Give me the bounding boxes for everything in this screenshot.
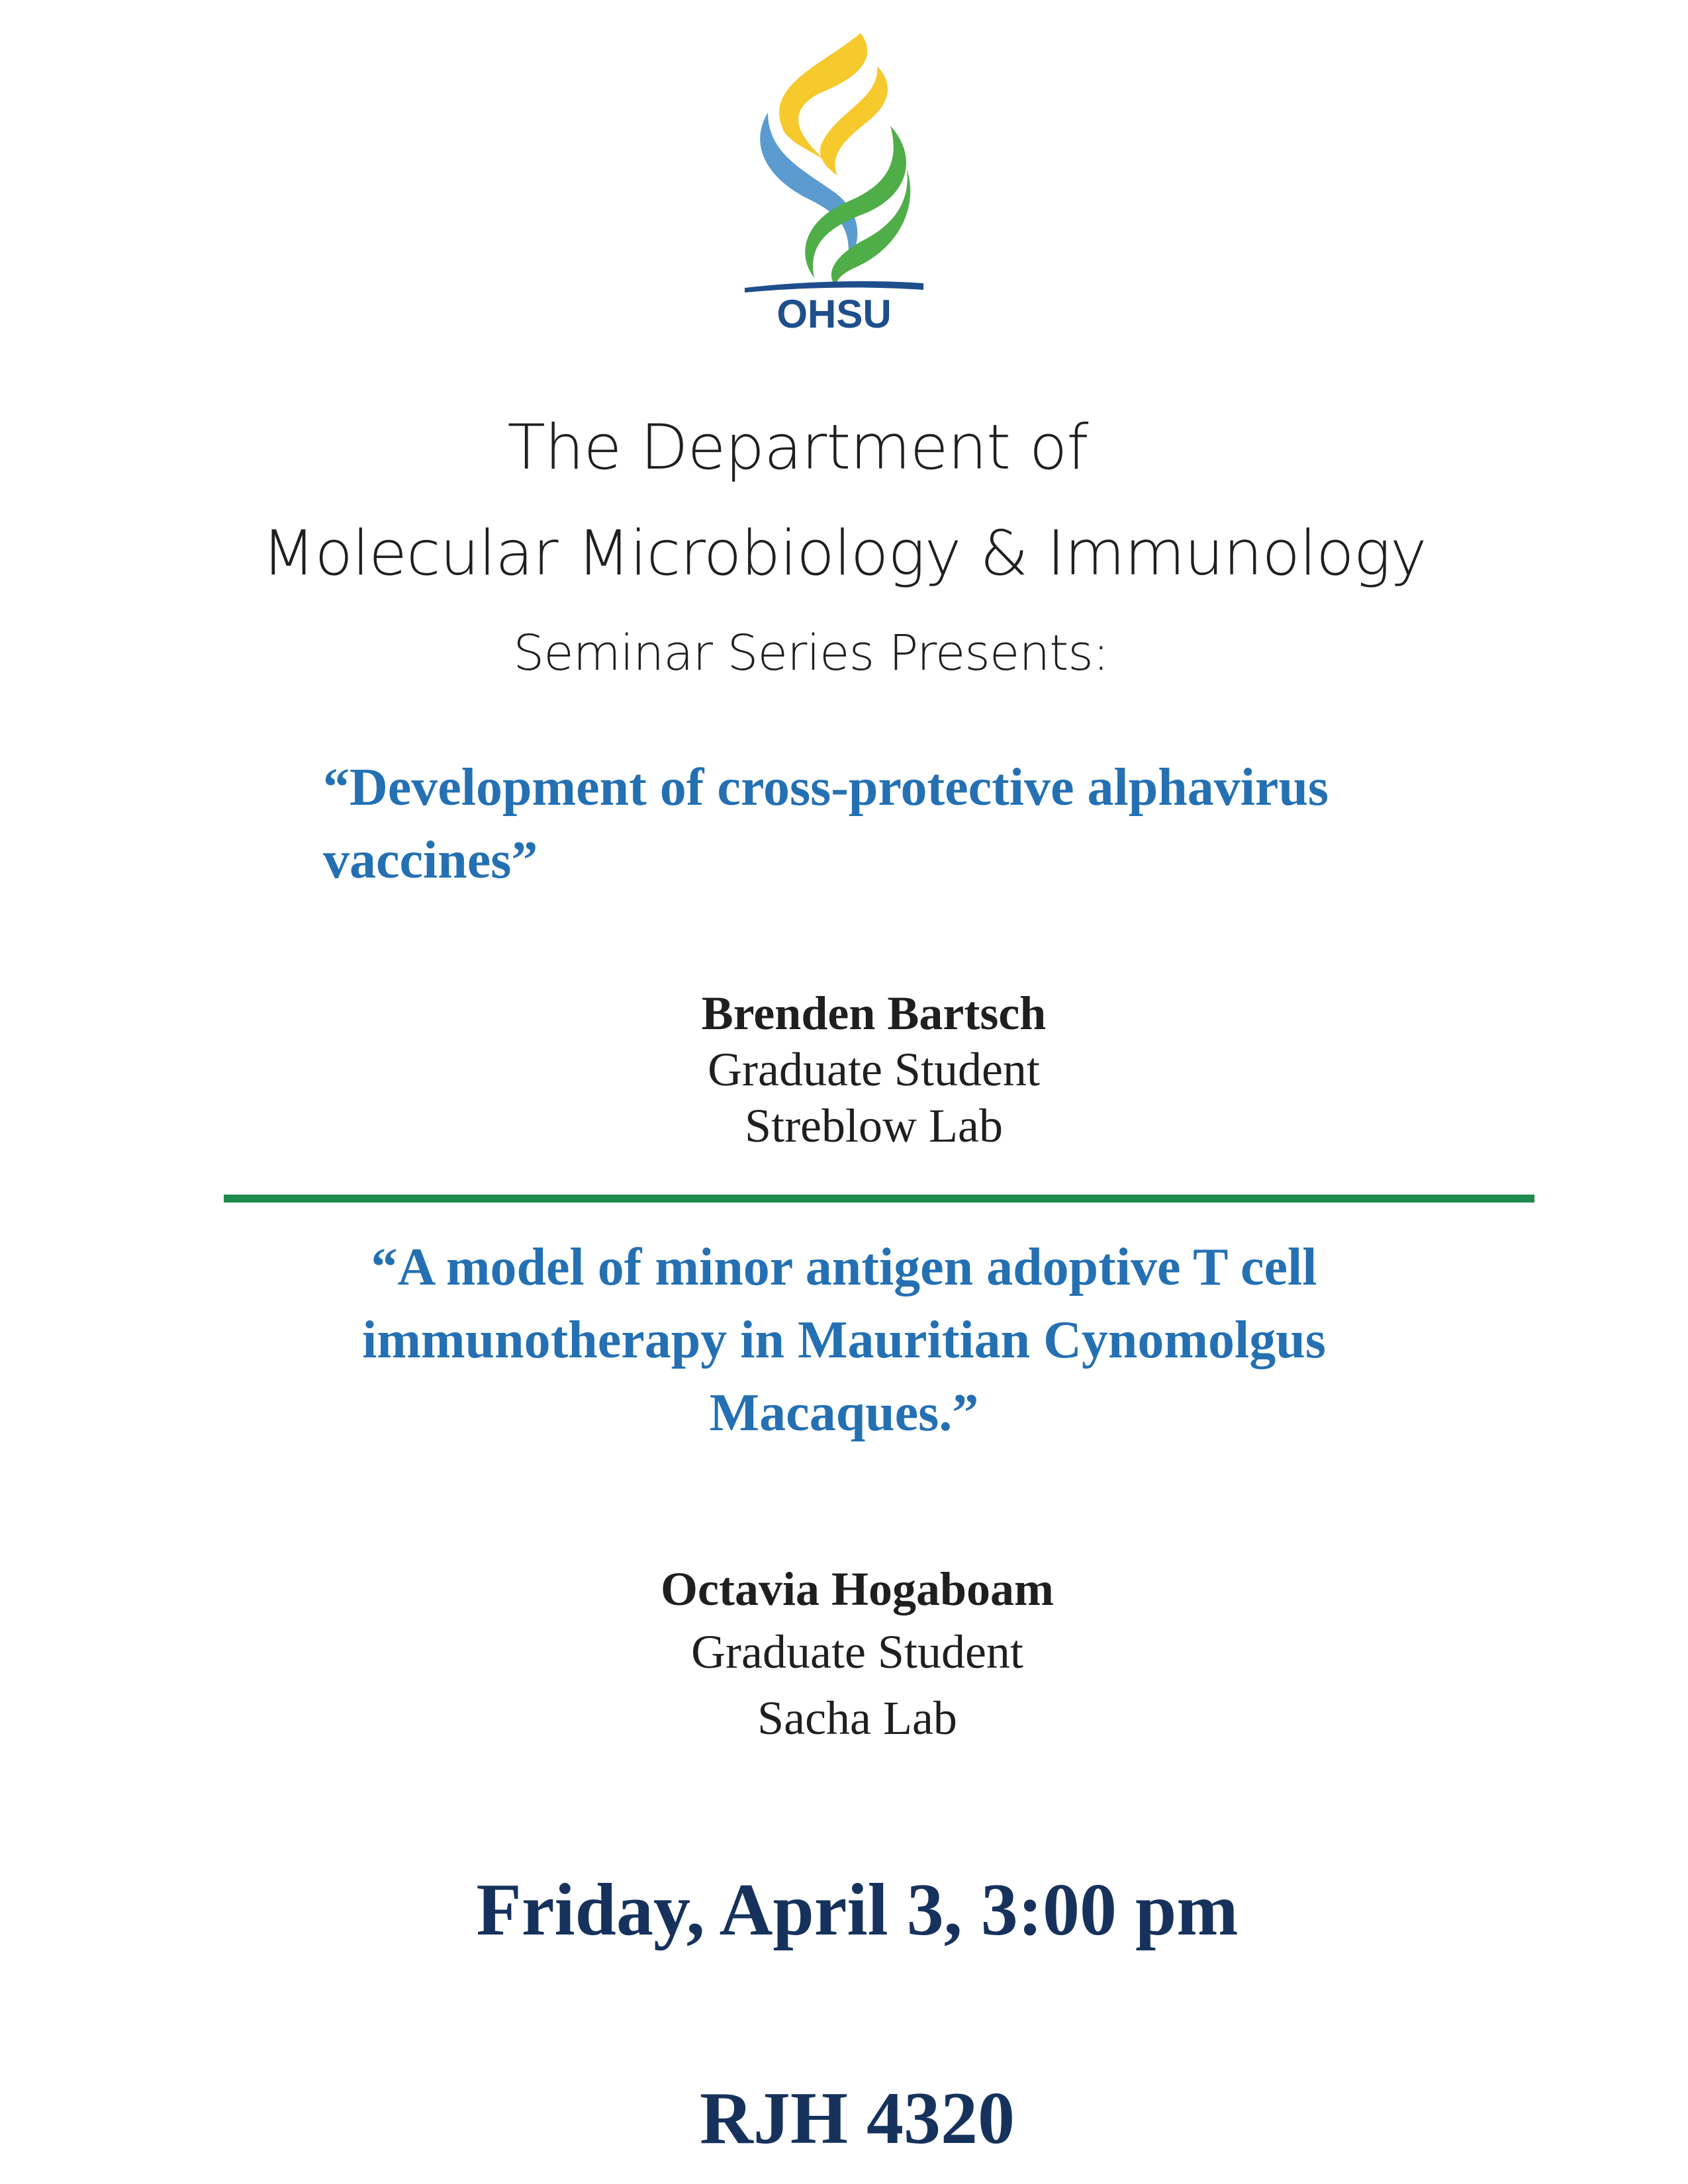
event-datetime: Friday, April 3, 3:00 pm	[476, 1869, 1239, 1951]
talk-1-speaker: Brenden Bartsch	[701, 987, 1047, 1040]
talk-1-title-line-2: vaccines”	[323, 831, 538, 889]
section-divider	[224, 1195, 1534, 1203]
event-location: RJH 4320	[700, 2077, 1015, 2160]
talk-1-title-line-1: “Development of cross-protective alphavirus	[323, 758, 1329, 817]
talk-1-lab: Streblow Lab	[745, 1099, 1003, 1152]
ohsu-helix-icon	[722, 26, 940, 331]
header-line-series: Seminar Series Presents:	[513, 625, 1109, 682]
talk-2-role: Graduate Student	[691, 1625, 1023, 1678]
talk-2-title-line-3: Macaques.”	[709, 1384, 979, 1442]
talk-2-lab: Sacha Lab	[757, 1692, 957, 1745]
logo-wordmark: OHSU	[776, 292, 892, 331]
talk-2-title-line-1: “A model of minor antigen adoptive T cell	[371, 1238, 1317, 1297]
ohsu-logo	[722, 26, 940, 331]
header-line-program: Molecular Microbiology & Immunology	[261, 518, 1427, 590]
talk-2-speaker: Octavia Hogaboam	[661, 1563, 1054, 1615]
header-line-department: The Department of	[507, 412, 1088, 484]
talk-2-title-line-2: immunotherapy in Mauritian Cynomolgus	[362, 1311, 1326, 1369]
talk-1-role: Graduate Student	[708, 1043, 1040, 1096]
